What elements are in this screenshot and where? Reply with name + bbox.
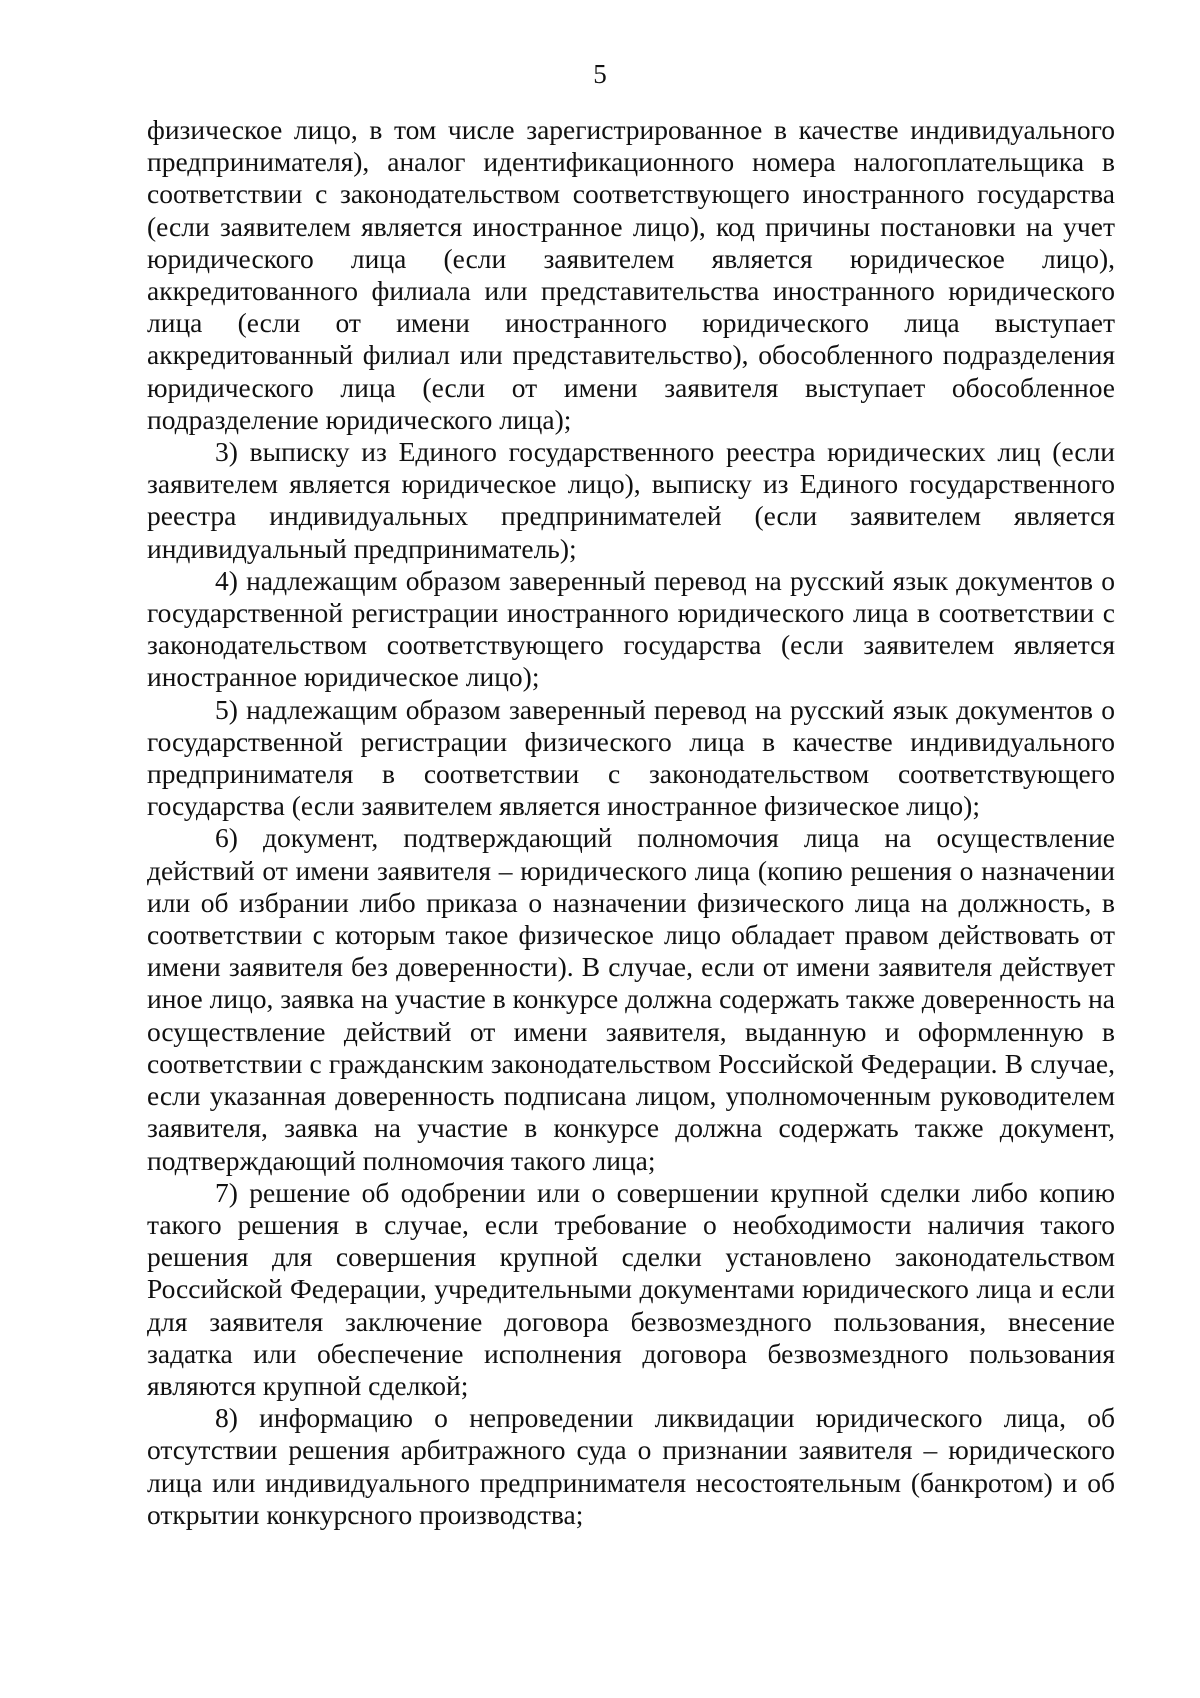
page-number: 5 <box>593 59 607 89</box>
paragraph-item-4: 4) надлежащим образом заверенный перевод на русский язык документов о государственной регистрации иностранного юридического лица в соответствии с законодательством соответствующего государства (если заявителем является иностранное юридическое лицо); <box>147 564 1115 693</box>
paragraph-item-6: 6) документ, подтверждающий полномочия лица на осуществление действий от имени заявителя – юридического лица (копию решения о назначении или об избрании либо приказа о назначении физического лица на должность, в соответствии с которым такое физическое лицо обладает правом действовать от имени заявителя без доверенности). В случае, если от имени заявителя действует иное лицо, заявка на участие в конкурсе должна содержать также доверенность на осуществление действий от имени заявителя, выданную и оформленную в соответствии с гражданским законодательством Российской Федерации. В случае, если указанная доверенность подписана лицом, уполномоченным руководителем заявителя, заявка на участие в конкурсе должна содержать также документ, подтверждающий полномочия такого лица; <box>147 822 1115 1176</box>
document-body <box>147 114 1115 1531</box>
paragraph-item-7: 7) решение об одобрении или о совершении крупной сделки либо копию такого решения в случае, если требование о необходимости наличия такого решения для совершения крупной сделки установлено законодательством Российской Федерации, учредительными документами юридического лица и если для заявителя заключение договора безвозмездного пользования, внесение задатка или обеспечение исполнения договора безвозмездного пользования являются крупной сделкой; <box>147 1176 1115 1401</box>
paragraph-item-5: 5) надлежащим образом заверенный перевод на русский язык документов о государственной регистрации физического лица в качестве индивидуального предпринимателя в соответствии с законодательством соответствующего государства (если заявителем является иностранное физическое лицо); <box>147 693 1115 822</box>
paragraph-item-3: 3) выписку из Единого государственного реестра юридических лиц (если заявителем является юридическое лицо), выписку из Единого государственного реестра индивидуальных предпринимателей (если заявителем является индивидуальный предприниматель); <box>147 436 1115 564</box>
paragraph-item-8: 8) информацию о непроведении ликвидации юридического лица, об отсутствии решения арбитражного суда о признании заявителя – юридического лица или индивидуального предпринимателя несостоятельным (банкротом) и об открытии конкурсного производства; <box>147 1402 1115 1530</box>
paragraph-continuation: физическое лицо, в том числе зарегистрированное в качестве индивидуального предпринимателя), аналог идентификационного номера налогоплательщика в соответствии с законодательством соответствующего иностранного государства (если заявителем является иностранное лицо), код причины постановки на учет юридического лица (если заявителем является юридическое лицо), аккредитованного филиала или представительства иностранного юридического лица (если от имени иностранного юридического лица выступает аккредитованный филиал или представительство), обособленного подразделения юридического лица (если от имени заявителя выступает обособленное подразделение юридического лица); <box>147 114 1115 435</box>
